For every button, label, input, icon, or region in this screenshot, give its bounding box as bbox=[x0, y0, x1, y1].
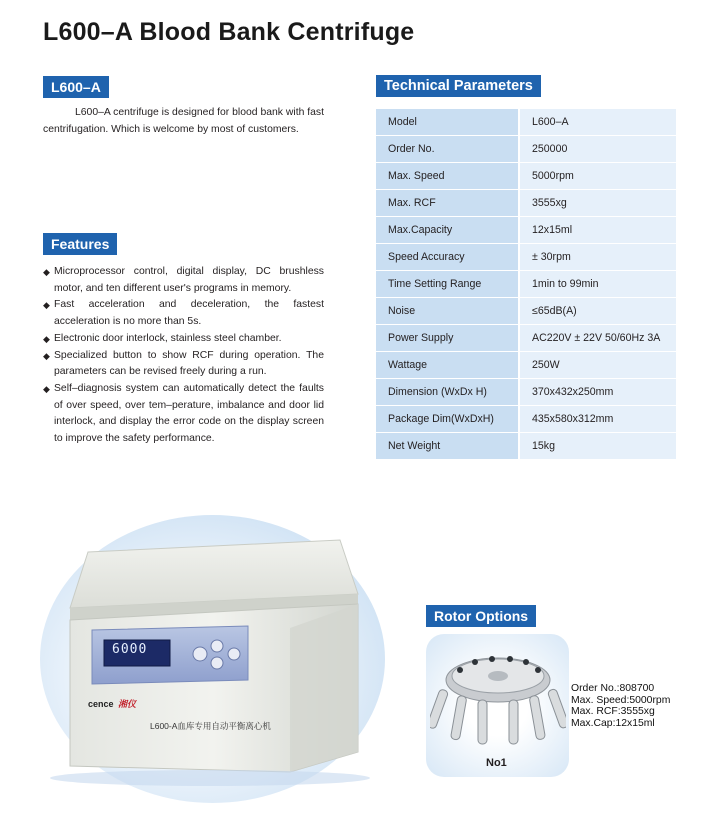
param-value: 250000 bbox=[520, 135, 676, 162]
param-label: Order No. bbox=[376, 135, 520, 162]
param-value: L600–A bbox=[520, 109, 676, 135]
param-value: 5000rpm bbox=[520, 162, 676, 189]
feature-item: ◆ Microprocessor control, digital display, DC brushless motor, and ten different user's programs in memory. bbox=[43, 264, 324, 297]
rotor-spec-line: Max.Cap:12x15ml bbox=[571, 717, 655, 729]
param-label: Net Weight bbox=[376, 432, 520, 459]
feature-item: ◆ Specialized button to show RCF during operation. The parameters can be revised freely during a run. bbox=[43, 348, 324, 381]
param-value: 250W bbox=[520, 351, 676, 378]
table-row bbox=[376, 297, 676, 324]
feature-item: ◆ Electronic door interlock, stainless steel chamber. bbox=[43, 331, 324, 348]
model-heading: L600–A bbox=[43, 76, 109, 98]
param-label: Package Dim(WxDxH) bbox=[376, 405, 520, 432]
param-label: Max. RCF bbox=[376, 189, 520, 216]
table-row bbox=[376, 324, 676, 351]
rotor-heading: Rotor Options bbox=[426, 605, 536, 627]
param-value: 435x580x312mm bbox=[520, 405, 676, 432]
feature-item: ◆ Fast acceleration and deceleration, the fastest acceleration is no more than 5s. bbox=[43, 297, 324, 330]
tech-params-table bbox=[376, 109, 676, 459]
param-value: ≤65dB(A) bbox=[520, 297, 676, 324]
table-row bbox=[376, 135, 676, 162]
rotor-spec-line: Max. RCF:3555xg bbox=[571, 706, 655, 718]
rotor-image bbox=[430, 640, 566, 750]
model-description: L600–A centrifuge is designed for blood bank with fast centrifugation. Which is welcome by most of customers. bbox=[43, 107, 324, 135]
param-value: 3555xg bbox=[520, 189, 676, 216]
device-front-label: L600-A血库专用自动平衡离心机 bbox=[150, 721, 271, 731]
brand-name: cence bbox=[88, 699, 114, 709]
brand-logo bbox=[88, 697, 136, 710]
param-label: Noise bbox=[376, 297, 520, 324]
table-row bbox=[376, 270, 676, 297]
tech-params-heading: Technical Parameters bbox=[376, 75, 541, 97]
param-label: Dimension (WxDx H) bbox=[376, 378, 520, 405]
param-value: 370x432x250mm bbox=[520, 378, 676, 405]
table-row bbox=[376, 162, 676, 189]
display-readout: 6000 bbox=[112, 642, 148, 657]
table-row bbox=[376, 243, 676, 270]
param-label: Max. Speed bbox=[376, 162, 520, 189]
rotor-specs bbox=[571, 683, 670, 729]
param-value: 12x15ml bbox=[520, 216, 676, 243]
param-value: 1min to 99min bbox=[520, 270, 676, 297]
param-value: 15kg bbox=[520, 432, 676, 459]
rotor-name: No1 bbox=[486, 757, 507, 769]
param-value: ± 30rpm bbox=[520, 243, 676, 270]
feature-item: ◆ Self–diagnosis system can automatically detect the faults of over speed, over tem–perature, imbalance and door lid interlock, and display the error code on the display screen to improve the safety performance. bbox=[43, 381, 324, 448]
rotor-spec-line: Order No.:808700 bbox=[571, 683, 655, 694]
param-label: Wattage bbox=[376, 351, 520, 378]
features-list bbox=[43, 264, 324, 448]
rotor-spec-line: Max. Speed:5000rpm bbox=[571, 694, 671, 706]
param-label: Time Setting Range bbox=[376, 270, 520, 297]
brand-name-cn: 湘仪 bbox=[118, 699, 137, 709]
param-value: AC220V ± 22V 50/60Hz 3A bbox=[520, 324, 676, 351]
table-row bbox=[376, 378, 676, 405]
table-row bbox=[376, 405, 676, 432]
page-title: L600–A Blood Bank Centrifuge bbox=[43, 18, 415, 46]
table-row bbox=[376, 109, 676, 135]
table-row bbox=[376, 432, 676, 459]
param-label: Power Supply bbox=[376, 324, 520, 351]
table-row bbox=[376, 216, 676, 243]
table-row bbox=[376, 351, 676, 378]
param-label: Model bbox=[376, 109, 520, 135]
centrifuge-image bbox=[40, 530, 370, 790]
features-heading: Features bbox=[43, 233, 117, 255]
param-label: Speed Accuracy bbox=[376, 243, 520, 270]
param-label: Max.Capacity bbox=[376, 216, 520, 243]
table-row bbox=[376, 189, 676, 216]
